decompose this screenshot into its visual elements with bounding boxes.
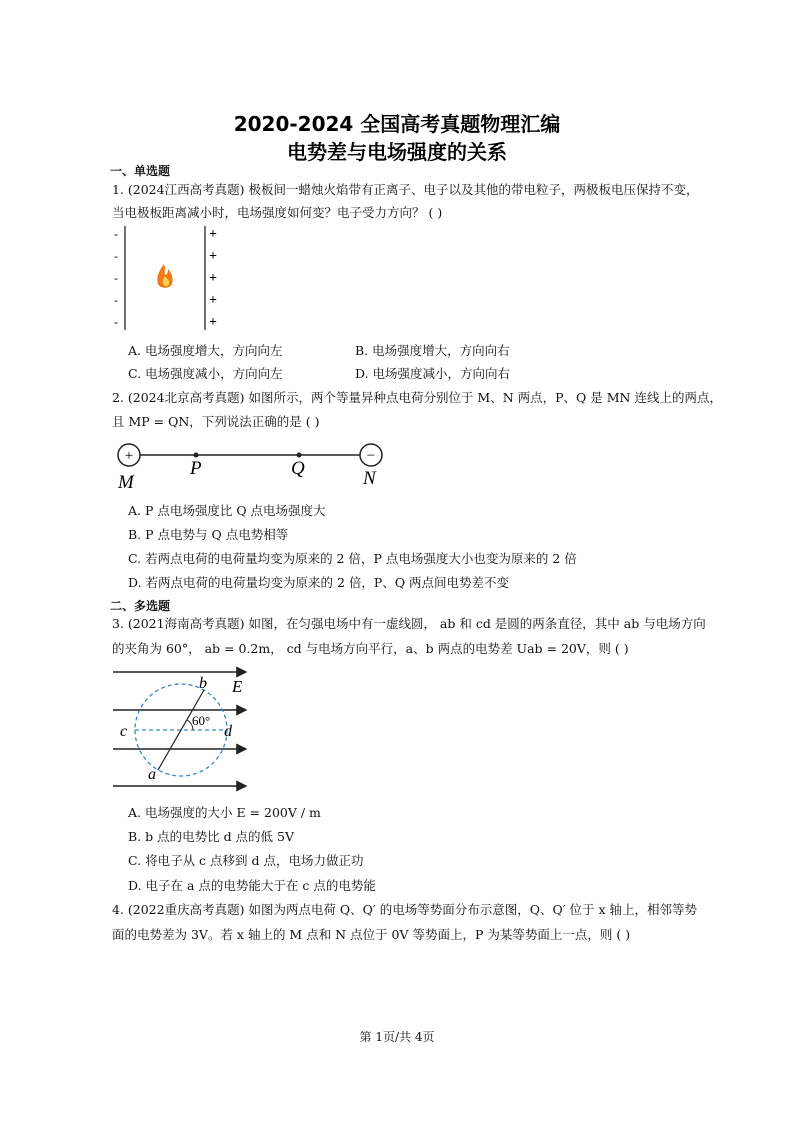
minus-sign: -: [114, 249, 118, 263]
plus-sign: +: [209, 293, 217, 308]
label-n: N: [363, 468, 376, 489]
q3-option-b: B. b 点的电势比 d 点的低 5V: [128, 829, 295, 844]
q1-option-a: A. 电场强度增大，方向向左: [128, 343, 283, 358]
q2-option-b: B. P 点电势与 Q 点电势相等: [128, 527, 289, 542]
label-d: d: [224, 723, 232, 740]
plus-sign: +: [209, 249, 217, 264]
label-c: c: [120, 723, 128, 740]
q1-option-b: B. 电场强度增大，方向向右: [355, 343, 510, 358]
q3-option-c: C. 将电子从 c 点移到 d 点，电场力做正功: [128, 853, 364, 868]
plus-sign: +: [209, 271, 217, 286]
q4-stem-line1: 4. (2022重庆高考真题) 如图为两点电荷 Q、Q′ 的电场等势面分布示意图，Q、Q′ 位于 x 轴上，相邻等势: [112, 902, 698, 917]
minus-sign: -: [114, 271, 118, 285]
q1-stem-line1: 1. (2024江西高考真题) 极板间一蜡烛火焰带有正离子、电子以及其他的带电粒子，两极板电压保持不变，: [112, 182, 699, 197]
label-e: E: [232, 677, 243, 696]
minus-sign: -: [114, 293, 118, 307]
q2-figure: [108, 438, 398, 494]
q2-stem-line2: 且 MP = QN，下列说法正确的是 ( ): [112, 414, 320, 429]
q2-option-a: A. P 点电场强度比 Q 点电场强度大: [128, 503, 326, 518]
q2-option-c: C. 若两点电荷的电荷量均变为原来的 2 倍，P 点电场强度大小也变为原来的 2 倍: [128, 551, 577, 566]
q1-figure: [108, 222, 238, 334]
angle-label: 60°: [192, 713, 211, 728]
label-a: a: [148, 766, 156, 783]
minus-symbol: −: [366, 448, 376, 464]
plus-symbol: +: [124, 448, 134, 464]
label-m: M: [118, 472, 134, 493]
q1-stem-line2: 当电极板距离减小时，电场强度如何变？电子受力方向？ ( ): [112, 205, 443, 220]
q1-option-d: D. 电场强度减小，方向向右: [355, 366, 511, 381]
q3-option-d: D. 电子在 a 点的电势能大于在 c 点的电势能: [128, 878, 376, 893]
q3-stem-line1: 3. (2021海南高考真题) 如图，在匀强电场中有一虚线圆， ab 和 cd 是圆的两条直径，其中 ab 与电场方向: [112, 616, 706, 631]
flame-icon: [157, 264, 172, 288]
q4-stem-line2: 面的电势差为 3V。若 x 轴上的 M 点和 N 点位于 0V 等势面上，P 为某等势面上一点，则 ( ): [112, 927, 631, 942]
page-subtitle: 电势差与电场强度的关系: [287, 140, 507, 164]
plus-sign: +: [209, 227, 217, 242]
q2-option-d: D. 若两点电荷的电荷量均变为原来的 2 倍，P、Q 两点间电势差不变: [128, 575, 510, 590]
page-number: 第 1页/共 4页: [359, 1030, 435, 1044]
plus-sign: +: [209, 315, 217, 330]
q3-figure: [108, 662, 258, 792]
minus-sign: -: [114, 227, 118, 241]
section-single-choice: 一、单选题: [110, 164, 171, 178]
point-q: [297, 453, 302, 458]
label-q: Q: [291, 458, 305, 479]
page-title: 2020-2024 全国高考真题物理汇编: [233, 112, 561, 136]
minus-sign: -: [114, 315, 118, 329]
label-b: b: [199, 675, 207, 692]
point-p: [194, 453, 199, 458]
section-multiple-choice: 二、多选题: [110, 599, 171, 613]
q2-stem-line1: 2. (2024北京高考真题) 如图所示，两个等量异种点电荷分别位于 M、N 两点，P、Q 是 MN 连线上的两点，: [112, 390, 722, 405]
label-p: P: [190, 458, 202, 479]
q3-stem-line2: 的夹角为 60°， ab = 0.2m， cd 与电场方向平行，a、b 两点的电势差 Uab = 20V，则 ( ): [112, 641, 629, 656]
q3-option-a: A. 电场强度的大小 E = 200V / m: [128, 805, 321, 820]
q1-option-c: C. 电场强度减小，方向向左: [128, 366, 283, 381]
